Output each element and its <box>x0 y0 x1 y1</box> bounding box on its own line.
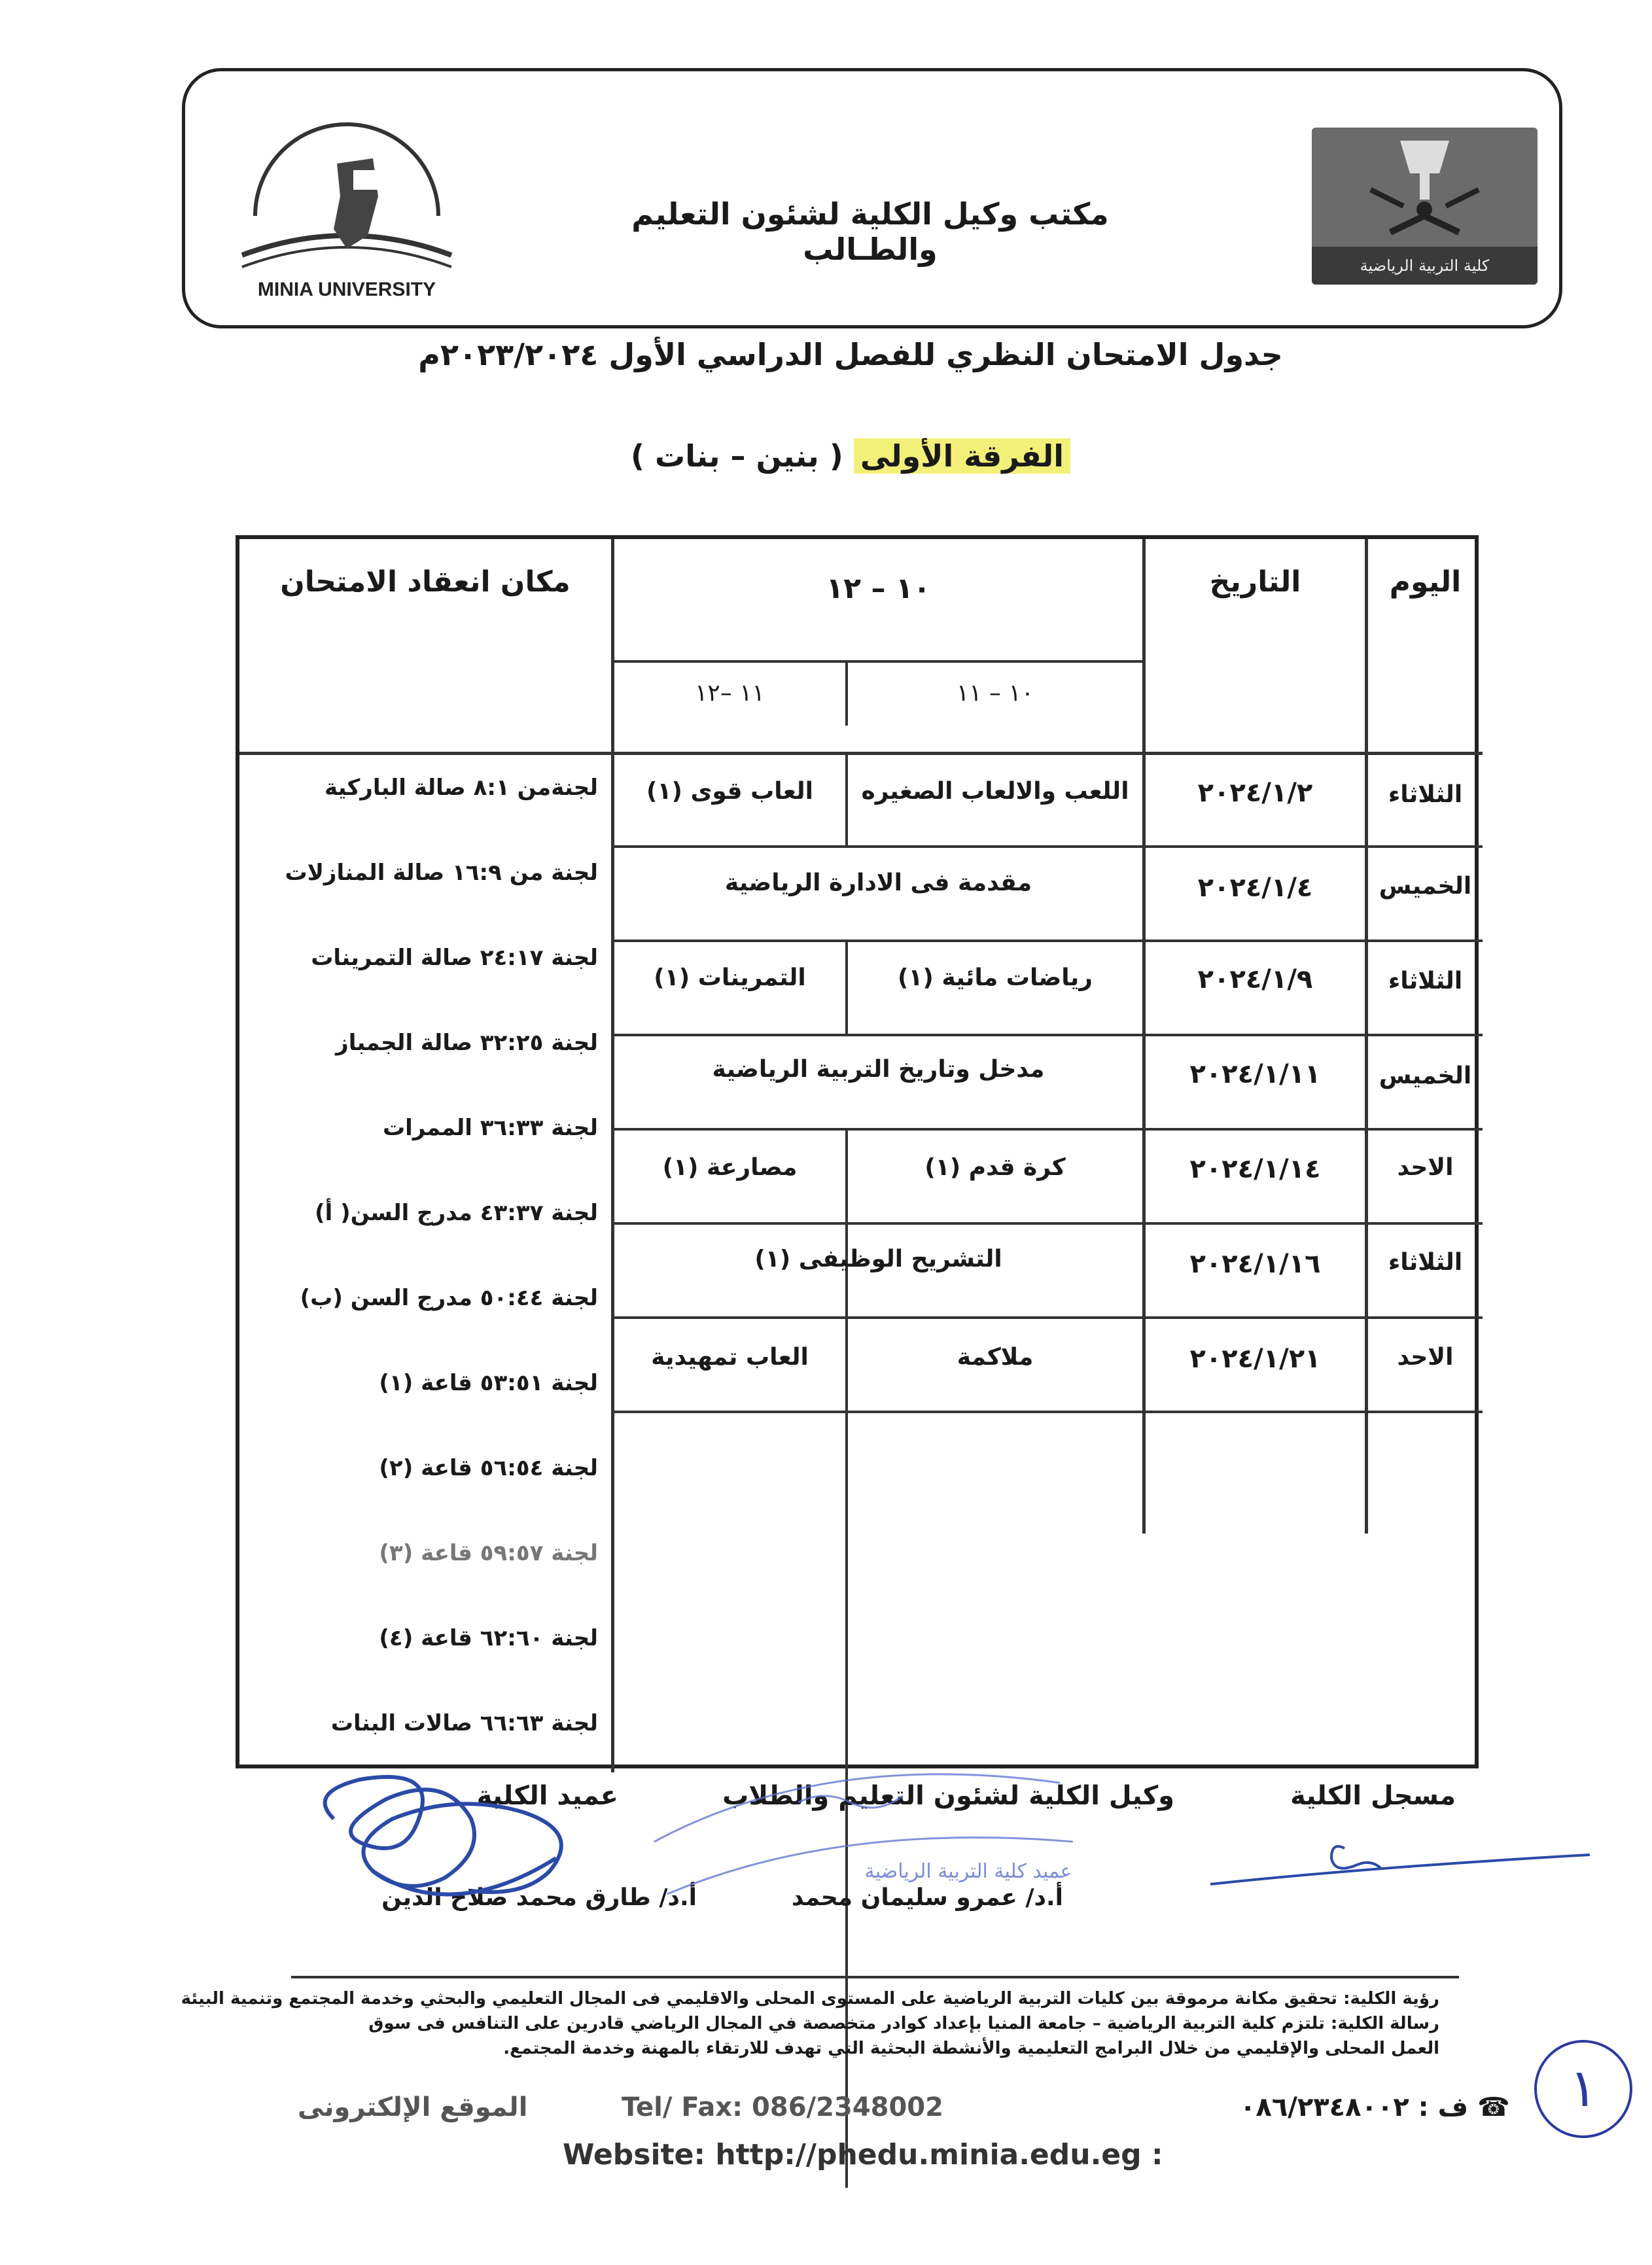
header-place: مكان انعقاد الامتحان <box>280 565 571 599</box>
room-6: لجنة ٤٣:٣٧ مدرج السن( أ) <box>315 1200 598 1226</box>
room-1: لجنةمن ٨:١ صالة الباركية <box>325 775 598 801</box>
row7-slot2: العاب تمهيدية <box>651 1344 809 1371</box>
row2-date: ٢٠٢٤/١/٤ <box>1197 873 1313 903</box>
group-name: الفرقة الأولى <box>854 438 1070 474</box>
group-gender: ( بنين – بنات ) <box>630 438 843 474</box>
minia-university-logo <box>216 118 478 307</box>
row1-slot1: اللعب والالعاب الصغيره <box>861 778 1129 805</box>
row4-day: الخميس <box>1379 1062 1472 1089</box>
row7-date: ٢٠٢٤/١/٢١ <box>1189 1344 1321 1374</box>
row5-slot2: مصارعة (١) <box>662 1154 798 1181</box>
row4-merged: مدخل وتاريخ التربية الرياضية <box>712 1056 1045 1083</box>
row6-merged: التشريح الوظيفى (١) <box>754 1246 1002 1273</box>
website-url[interactable]: Website: http://phedu.minia.edu.eg : <box>563 2138 1163 2171</box>
dean-signature <box>255 1740 648 1956</box>
row5-slot1: كرة قدم (١) <box>924 1154 1066 1181</box>
office-title: مكتب وكيل الكلية لشئون التعليم والطـالب <box>631 196 1109 267</box>
dean-label: عميد الكلية <box>476 1781 618 1811</box>
header-time: ١٠ – ١٢ <box>826 572 931 605</box>
row3-day: الثلاثاء <box>1388 968 1463 994</box>
room-4: لجنة ٣٢:٢٥ صالة الجمباز <box>336 1030 598 1056</box>
phone-icon: ☎ <box>1477 2092 1510 2122</box>
row7-slot1: ملاكمة <box>957 1344 1034 1371</box>
exam-schedule-title: جدول الامتحان النظري للفصل الدراسي الأول ٢٠٢٣/٢٠٢٤م <box>418 337 1283 372</box>
room-12: لجنة ٦٦:٦٣ صالات البنات <box>330 1710 598 1736</box>
row3-slot2: التمرينات (١) <box>654 964 806 991</box>
row1-slot2: العاب قوى (١) <box>646 778 813 805</box>
divider-day <box>1365 539 1368 1534</box>
dean-stamp <box>628 1744 1086 1901</box>
faculty-logo-caption: كلية التربية الرياضية <box>1312 247 1538 285</box>
telfax: Tel/ Fax: 086/2348002 <box>622 2092 943 2122</box>
row2-day: الخميس <box>1379 873 1472 900</box>
room-2: لجنة من ١٦:٩ صالة المنازلات <box>285 860 598 886</box>
row4-date: ٢٠٢٤/١/١١ <box>1189 1059 1321 1089</box>
row3-slot1: رياضات مائية (١) <box>897 964 1093 991</box>
vice-dean-name: أ.د/ عمرو سليمان محمد <box>791 1884 1063 1911</box>
divider-date <box>1142 539 1146 1534</box>
faculty-logo <box>1312 128 1538 285</box>
row3-date: ٢٠٢٤/١/٩ <box>1197 964 1313 994</box>
row2-merged: مقدمة فى الادارة الرياضية <box>724 869 1032 896</box>
row6-date: ٢٠٢٤/١/١٦ <box>1189 1249 1321 1279</box>
faculty-mission-2: العمل المحلى والإقليمي من خلال البرامج التعليمية والأنشطة البحثية التي تهدف للارتقاء بالمهنة وخدمة المجتمع. <box>503 2039 1439 2058</box>
room-5: لجنة ٣٦:٣٣ الممرات <box>382 1115 598 1141</box>
row7-day: الاحد <box>1397 1344 1454 1371</box>
row1-day: الثلاثاء <box>1388 781 1463 808</box>
room-8: لجنة ٥٣:٥١ قاعة (١) <box>379 1370 598 1396</box>
room-7: لجنة ٥٠:٤٤ مدرج السن (ب) <box>300 1285 598 1311</box>
header-date: التاريخ <box>1209 565 1301 599</box>
header-bottom-line <box>239 752 1483 755</box>
dean-name: أ.د/ طارق محمد صلاح الدين <box>381 1884 697 1911</box>
header-day: اليوم <box>1389 565 1462 599</box>
room-11: لجنة ٦٢:٦٠ قاعة (٤) <box>379 1625 598 1651</box>
svg-text:MINIA UNIVERSITY: MINIA UNIVERSITY <box>257 279 436 300</box>
row1-date: ٢٠٢٤/١/٢ <box>1197 778 1313 808</box>
faculty-mission-1: رسالة الكلية: تلتزم كلية التربية الرياضية – جامعة المنيا بإعداد كوادر متخصصة في المجال الرياضي قادرين على التنافس فى سوق <box>368 2014 1439 2033</box>
page-number: ١ <box>1534 2040 1632 2138</box>
footer-rule <box>291 1976 1459 1978</box>
faculty-vision: رؤية الكلية: تحقيق مكانة مرموقة بين كليات التربية الرياضية على المستوى المحلى والاقليمي فى المجال التعليمي والبحثي وخدمة المجتمع وتنمية البيئة <box>181 1989 1439 2009</box>
schedule-table <box>236 535 1479 1768</box>
website-label: الموقع الإلكترونى <box>298 2092 528 2122</box>
header-slot-2: ١١ –١٢ <box>695 680 765 707</box>
room-3: لجنة ٢٤:١٧ صالة التمرينات <box>311 945 598 971</box>
registrar-signature <box>1197 1816 1603 1894</box>
row5-day: الاحد <box>1397 1154 1454 1181</box>
header-slot-1: ١٠ – ١١ <box>956 680 1034 707</box>
row5-date: ٢٠٢٤/١/١٤ <box>1189 1154 1321 1184</box>
group-title <box>589 438 1112 474</box>
phone-number: ☎ ف : ٠٨٦/٢٣٤٨٠٠٢ <box>1240 2092 1510 2122</box>
svg-text:عميد كلية التربية الرياضية: عميد كلية التربية الرياضية <box>864 1860 1072 1883</box>
row6-day: الثلاثاء <box>1388 1249 1463 1276</box>
header-split-line <box>614 660 1142 663</box>
vice-dean-label: وكيل الكلية لشئون التعليم والطلاب <box>722 1781 1174 1811</box>
room-9: لجنة ٥٦:٥٤ قاعة (٢) <box>379 1455 598 1481</box>
registrar-label: مسجل الكلية <box>1290 1781 1456 1811</box>
room-10: لجنة ٥٩:٥٧ قاعة (٣) <box>379 1540 598 1566</box>
